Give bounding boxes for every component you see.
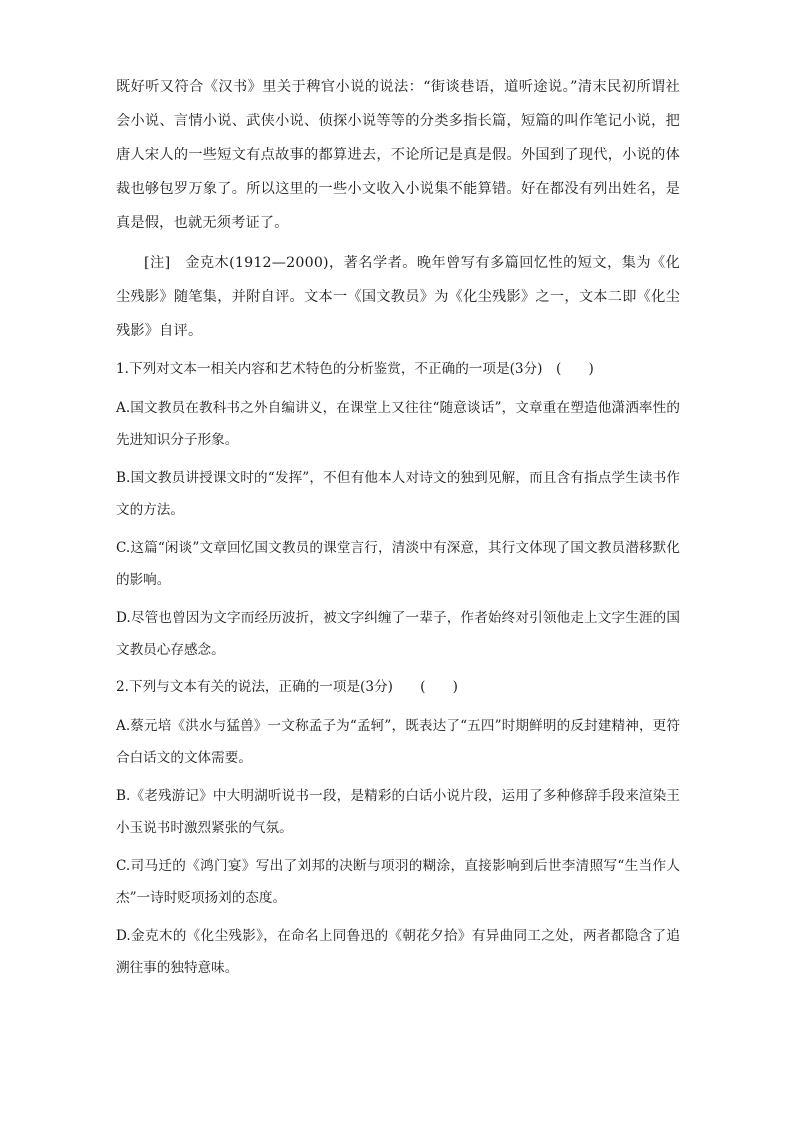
option-c: C.这篇“闲谈”文章回忆国文教员的课堂言行，清淡中有深意，其行文体现了国文教员潜移默化的影响。 [116,540,680,588]
option-d: D.尽管也曾因为文字而经历波折，被文字纠缠了一辈子，作者始终对引领他走上文字生涯的国文教员心存感念。 [116,610,680,658]
author-note: [注] 金克木(1912—2000)，著名学者。晚年曾写有多篇回忆性的短文，集为《化尘残影》随笔集，并附自评。文本一《国文教员》为《化尘残影》之一，文本二即《化尘残影》自评。 [116,255,680,339]
option-c: C.司马迁的《鸿门宴》写出了刘邦的决断与项羽的糊涂，直接影响到后世李清照写“生当作人杰”一诗时贬项扬刘的态度。 [116,858,680,906]
question-stem: 1.下列对文本一相关内容和艺术特色的分析鉴赏，不正确的一项是(3分) ( ) [116,361,594,377]
question-stem: 2.下列与文本有关的说法，正确的一项是(3分) ( ) [116,679,458,695]
option-d: D.金克木的《化尘残影》，在命名上同鲁迅的《朝花夕拾》有异曲同工之处，两者都隐含了追溯往事的独特意味。 [116,928,680,976]
question-1 [116,352,680,666]
option-b: B.国文教员讲授课文时的“发挥”，不但有他本人对诗文的独到见解，而且含有指点学生读书作文的方法。 [116,470,680,518]
option-a: A.蔡元培《洪水与猛兽》一文称孟子为“孟轲”，既表达了“五四”时期鲜明的反封建精神，更符合白话文的文体需要。 [116,718,680,766]
document-page [116,70,680,984]
passage-paragraph: 既好听又符合《汉书》里关于稗官小说的说法：“街谈巷语，道听途说。”清末民初所谓社会小说、言情小说、武侠小说、侦探小说等等的分类多指长篇，短篇的叫作笔记小说，把唐人宋人的一些短文有点故事的都算进去，不论所记是真是假。外国到了现代，小说的体裁也够包罗万象了。所以这里的一些小文收入小说集不能算错。好在都没有列出姓名，是真是假，也就无须考证了。 [116,79,680,231]
question-2 [116,670,680,984]
option-b: B.《老残游记》中大明湖听说书一段，是精彩的白话小说片段，运用了多种修辞手段来渲染王小玉说书时激烈紧张的气氛。 [116,788,680,836]
option-a: A.国文教员在教科书之外自编讲义，在课堂上又往往“随意谈话”，文章重在塑造他潇洒率性的先进知识分子形象。 [116,400,680,448]
